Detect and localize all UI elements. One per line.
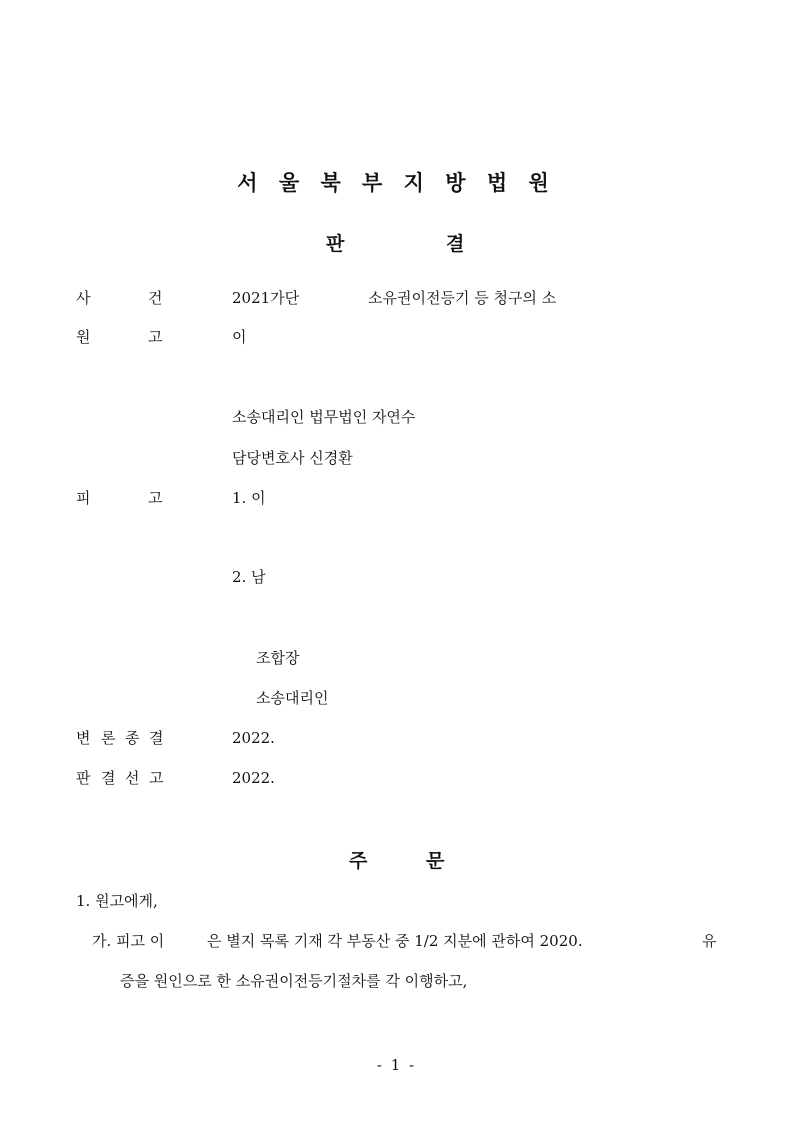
closing-label-char-4: 결	[149, 729, 164, 747]
plaintiff-label-char-1: 원	[76, 328, 91, 346]
sentence-label-char-1: 판	[76, 769, 91, 787]
doc-type-char-2: 결	[446, 233, 465, 255]
closing-label-char-2: 론	[101, 729, 116, 747]
order-heading-char-1: 주	[349, 850, 368, 872]
doc-type-char-1: 판	[326, 233, 345, 255]
sentence-date: 2022.	[232, 769, 275, 787]
defendant-first: 1. 이	[232, 489, 266, 507]
order-ga-line2: 증을 원인으로 한 소유권이전등기절차를 각 이행하고,	[120, 972, 468, 990]
sentence-label-char-4: 고	[149, 769, 164, 787]
case-name: 소유권이전등기 등 청구의 소	[368, 289, 557, 307]
order-ga-line1-middle: 은 별지 목록 기재 각 부동산 중 1/2 지분에 관하여 2020.	[207, 932, 583, 950]
plaintiff-attorney: 담당변호사 신경환	[232, 449, 353, 467]
order-ga-line1-start: 가. 피고 이	[92, 932, 165, 950]
defendant-second: 2. 남	[232, 568, 266, 586]
closing-label-char-1: 변	[76, 729, 91, 747]
order-ga-line1-end: 유	[702, 932, 717, 950]
defendant-counsel: 소송대리인	[256, 689, 329, 707]
defendant-representative: 조합장	[256, 649, 300, 667]
plaintiff-counsel: 소송대리인 법무법인 자연수	[232, 408, 416, 426]
defendant-label-char-2: 고	[148, 489, 163, 507]
case-label-char-1: 사	[76, 289, 91, 307]
defendant-label-char-1: 피	[76, 489, 91, 507]
page-number: - 1 -	[376, 1056, 417, 1074]
order-heading-char-2: 문	[426, 850, 445, 872]
case-number: 2021가단	[232, 289, 300, 307]
plaintiff-name: 이	[232, 328, 247, 346]
closing-label-char-3: 종	[125, 729, 140, 747]
plaintiff-label-char-2: 고	[148, 328, 163, 346]
sentence-label-char-2: 결	[101, 769, 116, 787]
court-name: 서 울 북 부 지 방 법 원	[237, 171, 556, 195]
closing-date: 2022.	[232, 729, 275, 747]
sentence-label-char-3: 선	[125, 769, 140, 787]
order-item-1: 1. 원고에게,	[76, 892, 158, 910]
case-label-char-2: 건	[148, 289, 163, 307]
